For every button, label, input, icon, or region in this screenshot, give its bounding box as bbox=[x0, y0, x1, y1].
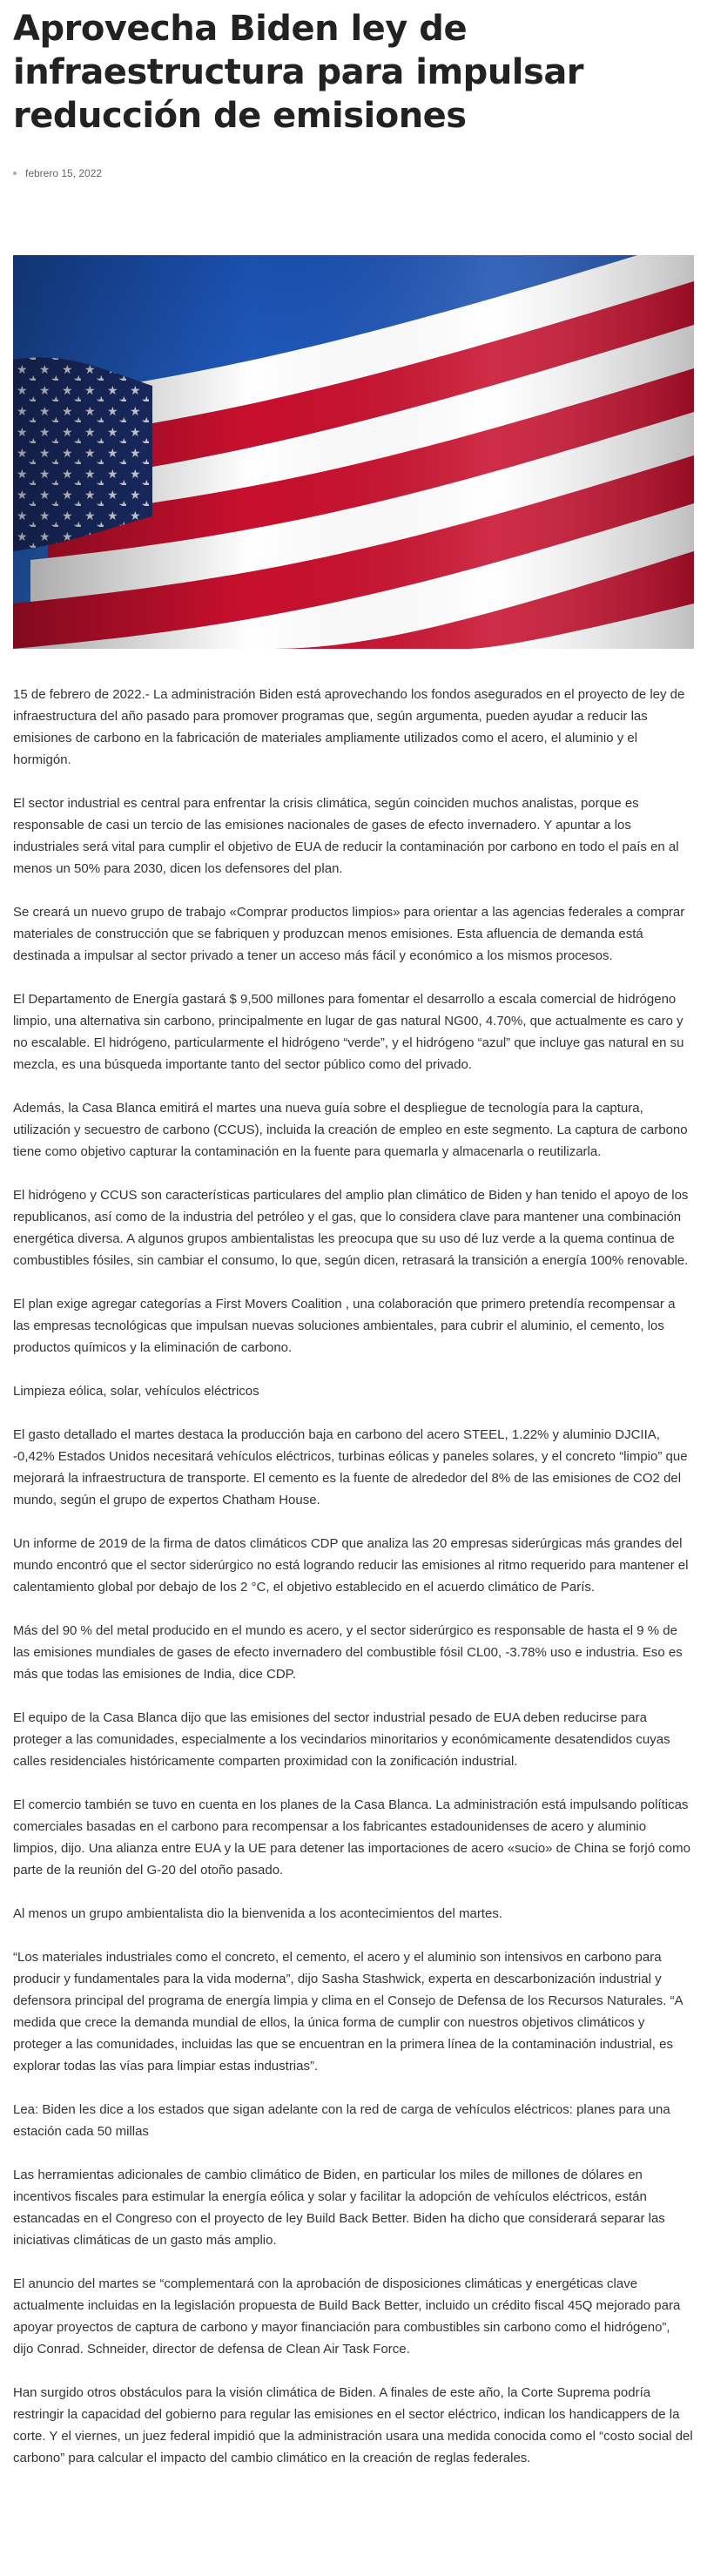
article-paragraph: “Los materiales industriales como el concreto, el cemento, el acero y el aluminio son intensivos en carbono para producir y fundamentales para la vida moderna”, dijo Sasha Stashwick, experta en descarbonización industrial y defensora principal del programa de energía limpia y clima en el Consejo de Defensa de los Recursos Naturales. “A medida que crece la demanda mundial de ellos, la única forma de cumplir con nuestros objetivos climáticos y proteger a las comunidades, incluidas las que se encuentran en la primera línea de la contaminación industrial, es explorar todas las vías para limpiar estas industrias”. bbox=[13, 1950, 683, 2074]
article-paragraph: El gasto detallado el martes destaca la producción baja en carbono del acero STEEL, 1.22% y aluminio DJCIIA, -0,42% Estados Unidos necesitará vehículos eléctricos, turbinas eólicas y paneles solares, y el concreto “limpio” que mejorará la infraestructura de transporte. El cemento es la fuente de alrededor del 8% de las emisiones de CO2 del mundo, según el grupo de expertos Chatham House. bbox=[13, 1427, 688, 1507]
bullet-icon bbox=[13, 172, 17, 175]
article-paragraph: Además, la Casa Blanca emitirá el martes una nueva guía sobre el despliegue de tecnología para la captura, utilización y secuestro de carbono (CCUS), incluida la creación de empleo en este segmento. La captura de carbono tiene como objetivo capturar la contaminación en la fuente para quemarla y almacenarla o reutilizarla. bbox=[13, 1101, 688, 1159]
article-paragraph: Han surgido otros obstáculos para la visión climática de Biden. A finales de este año, la Corte Suprema podría restringir la capacidad del gobierno para regular las emisiones en el sector eléctrico, indican los handicappers de la corte. Y el viernes, un juez federal impidió que la administración usara una medida conocida como el “costo social del carbono” para calcular el impacto del cambio climático en la creación de reglas federales. bbox=[13, 2385, 693, 2465]
article-paragraph: El comercio también se tuvo en cuenta en los planes de la Casa Blanca. La administración está impulsando políticas comerciales basadas en el carbono para recompensar a los fabricantes estadounidenses de acero y aluminio limpios, dijo. Una alianza entre EUA y la UE para detener las importaciones de acero «sucio» de China se forjó como parte de la reunión del G-20 del otoño pasado. bbox=[13, 1797, 690, 1878]
article-paragraph: Las herramientas adicionales de cambio climático de Biden, en particular los miles de millones de dólares en incentivos fiscales para estimular la energía eólica y solar y facilitar la adopción de vehículos eléctricos, están estancadas en el Congreso con el proyecto de ley Build Back Better. Biden ha dicho que considerará separar las iniciativas climáticas de un gasto más amplio. bbox=[13, 2168, 665, 2248]
page-title: Aprovecha Biden ley de infraestructura para impulsar reducción de emisiones bbox=[13, 9, 584, 136]
article-body bbox=[13, 684, 694, 2491]
section-subheading: Limpieza eólica, solar, vehículos eléctricos bbox=[13, 1384, 259, 1399]
us-flag-icon bbox=[13, 255, 694, 649]
article-paragraph: El anuncio del martes se “complementará con la aprobación de disposiciones climáticas y energéticas clave actualmente incluidas en la legislación propuesta de Build Back Better, incluido un crédito fiscal 45Q mejorado para apoyar proyectos de captura de carbono y mayor financiación para combustibles sin carbono como el hidrógeno”, dijo Conrad. Schneider, director de defensa de Clean Air Task Force. bbox=[13, 2276, 681, 2357]
article-paragraph: Lea: Biden les dice a los estados que sigan adelante con la red de carga de vehículos eléctricos: planes para una estación cada 50 millas bbox=[13, 2102, 670, 2139]
article-paragraph: El sector industrial es central para enfrentar la crisis climática, según coinciden muchos analistas, porque es responsable de casi un tercio de las emisiones nacionales de gases de efecto invernadero. Y apuntar a los industriales será vital para cumplir el objetivo de EUA de reducir la contaminación por carbono en todo el país en al menos un 50% para 2030, dicen los defensores del plan. bbox=[13, 796, 679, 876]
article-paragraph: El hidrógeno y CCUS son características particulares del amplio plan climático de Biden y han tenido el apoyo de los republicanos, así como de la industria del petróleo y el gas, que lo considera clave para mantener una combinación energética diversa. A algunos grupos ambientalistas les preocupa que su uso dé luz verde a la quema continua de combustibles fósiles, sin cambiar el consumo, lo que, según dicen, retrasará la transición a energía 100% renovable. bbox=[13, 1188, 689, 1268]
article-paragraph: Un informe de 2019 de la firma de datos climáticos CDP que analiza las 20 empresas siderúrgicas más grandes del mundo encontró que el sector siderúrgico no está logrando reducir las emisiones al ritmo requerido para mantener el calentamiento global por debajo de los 2 °C, el objetivo establecido en el acuerdo climático de París. bbox=[13, 1536, 689, 1595]
post-meta bbox=[13, 167, 102, 179]
article-paragraph: El plan exige agregar categorías a First Movers Coalition , una colaboración que primero pretendía recompensar a las empresas tecnológicas que impulsan nuevas soluciones ambientales, para cubrir el aluminio, el cemento, los productos químicos y la eliminación de carbono. bbox=[13, 1297, 676, 1355]
article-paragraph: El equipo de la Casa Blanca dijo que las emisiones del sector industrial pesado de EUA deben reducirse para proteger a las comunidades, especialmente a los vecindarios minoritarios y económicamente desatendidos cuyas calles residenciales históricamente comparten proximidad con la zonificación industrial. bbox=[13, 1710, 670, 1769]
article-paragraph: Al menos un grupo ambientalista dio la bienvenida a los acontecimientos del martes. bbox=[13, 1906, 502, 1921]
article-paragraph: El Departamento de Energía gastará $ 9,500 millones para fomentar el desarrollo a escala comercial de hidrógeno limpio, una alternativa sin carbono, principalmente en lugar de gas natural NG00, 4.70%, que actualmente es caro y no escalable. El hidrógeno, particularmente el hidrógeno “verde”, y el hidrógeno “azul” que incluye gas natural en su mezcla, es una búsqueda importante tanto del sector público como del privado. bbox=[13, 992, 684, 1072]
article-paragraph: Más del 90 % del metal producido en el mundo es acero, y el sector siderúrgico es responsable de hasta el 9 % de las emisiones mundiales de gases de efecto invernadero del combustible fósil CL00, -3.78% uso e industria. Eso es más que todas las emisiones de India, dice CDP. bbox=[13, 1623, 683, 1682]
post-date: febrero 15, 2022 bbox=[25, 167, 103, 179]
article-paragraph: Se creará un nuevo grupo de trabajo «Comprar productos limpios» para orientar a las agencias federales a comprar materiales de construcción que se fabriquen y produzcan menos emisiones. Esta afluencia de demanda está destinada a impulsar al sector privado a tener un acceso más fácil y económico a los mismos procesos. bbox=[13, 905, 685, 963]
article-paragraph: 15 de febrero de 2022.- La administración Biden está aprovechando los fondos asegurados en el proyecto de ley de infraestructura del año pasado para promover programas que, según argumenta, pueden ayudar a reducir las emisiones de carbono en la fabricación de materiales ampliamente utilizados como el acero, el aluminio y el hormigón. bbox=[13, 687, 685, 767]
hero-image bbox=[13, 255, 694, 649]
